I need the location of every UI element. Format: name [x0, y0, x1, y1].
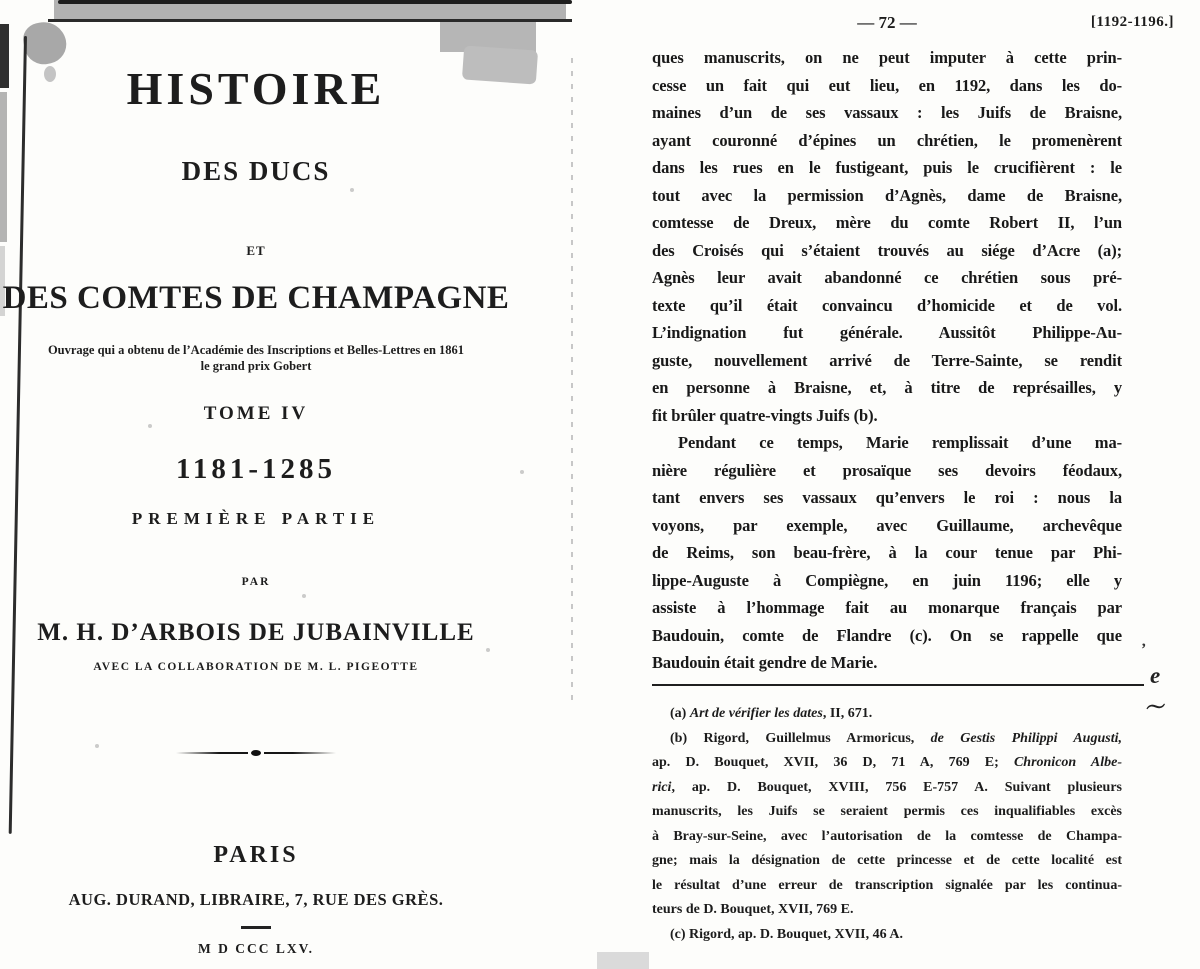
footnote-c: (c) Rigord, ap. D. Bouquet, XVII, 46 A.	[670, 926, 903, 942]
footnote-separator-rule	[652, 684, 1144, 686]
award-note	[0, 342, 512, 374]
footnotes	[652, 702, 1122, 947]
award-note-line2: le grand prix Gobert	[200, 359, 312, 373]
body-text-line: Baudouin était gendre de Marie.	[652, 653, 878, 672]
body-text-line: guste, nouvellement arrivé de Terre-Sainte, se rendit	[652, 350, 1122, 370]
author-name: M. H. D’ARBOIS DE JUBAINVILLE	[37, 619, 475, 646]
margin-artifact-swash: 〜	[1144, 695, 1168, 721]
award-note-line1: Ouvrage qui a obtenu de l’Académie des Inscriptions et Belles-Lettres en 1861	[47, 343, 465, 357]
imprint-publisher: AUG. DURAND, LIBRAIRE, 7, RUE DES GRÈS.	[68, 890, 444, 909]
ornament-line-left	[176, 752, 248, 754]
book-title-sub2: DES COMTES DE CHAMPAGNE	[2, 280, 510, 316]
footnote-b-line: ap. D. Bouquet, XVII, 36 D, 71 A, 769 E; Chronicon Albe-	[652, 755, 1122, 770]
body-text-line: tout avec la permission d’Agnès, dame de Braisne,	[652, 185, 1122, 205]
book-title-sub1: DES DUCS	[181, 156, 331, 186]
body-text-line: ques manuscrits, on ne peut imputer à cette prin-	[652, 48, 1122, 67]
footnote-b-line: à Bray-sur-Seine, avec l’autorisation de la comtesse de Champa-	[652, 828, 1122, 844]
body-text-line: voyons, par exemple, avec Guillaume, archevêque	[652, 515, 1122, 535]
body-text-line: Pendant ce temps, Marie remplissait d’une ma-	[678, 433, 1122, 452]
body-text-line: L’indignation fut générale. Aussitôt Philippe-Au-	[652, 323, 1122, 342]
footnote-b-line: rici, ap. D. Bouquet, XVIII, 756 E-757 A. Suivant plusieurs	[652, 779, 1122, 795]
footnote-b-line: teurs de D. Bouquet, XVII, 769 E.	[652, 902, 854, 917]
margin-artifact-e: e	[1150, 663, 1161, 688]
title-page	[0, 0, 512, 969]
body-text-line: Agnès leur avait abandonné ce chrétien sous pré-	[652, 268, 1122, 287]
ornament-line-right	[264, 752, 336, 754]
par-label: PAR	[241, 576, 271, 588]
date-range: 1181-1285	[175, 453, 337, 485]
body-text-line: assiste à l’hommage fait au monarque français par	[652, 598, 1122, 617]
imprint-rule	[241, 926, 271, 929]
body-text-line: nière régulière et prosaïque ses devoirs féodaux,	[652, 460, 1122, 480]
body-text-line: Baudouin, comte de Flandre (c). On se rappelle que	[652, 625, 1122, 645]
imprint-city: PARIS	[213, 842, 299, 868]
body-text-line: dans les rues en le fustigeant, puis le crucifièrent : le	[652, 158, 1122, 177]
body-text-line: lippe-Auguste à Compiègne, en juin 1196; elle y	[652, 570, 1122, 590]
body-text-line: ayant couronné d’épines un chrétien, le promenèrent	[652, 130, 1122, 150]
body-text	[652, 44, 1122, 677]
ornament-divider	[0, 750, 512, 756]
footnote-b-line: le résultat d’une erreur de transcription signalée par les continua-	[652, 877, 1122, 893]
book-title-main: HISTOIRE	[126, 63, 386, 114]
body-text-line: en personne à Braisne, et, à titre de représailles, y	[652, 378, 1122, 397]
body-text-line: de Reims, son beau-frère, à la cour tenue par Phi-	[652, 543, 1122, 562]
running-date-header: [1192-1196.]	[1090, 14, 1174, 30]
body-text-line: maines d’un de ses vassaux : les Juifs de Braisne,	[652, 103, 1122, 122]
page-number: — 72 —	[857, 13, 917, 32]
body-text-line: fit brûler quatre-vingts Juifs (b).	[652, 405, 878, 425]
footnote-b-line: gne; mais la désignation de cette princesse et de cette localité est	[652, 853, 1122, 868]
imprint-year: M D CCC LXV.	[197, 941, 314, 956]
tome-label: TOME IV	[203, 403, 309, 424]
scan-artifact-bottom-smudge	[597, 952, 649, 969]
margin-artifact-tick: ’	[1141, 641, 1147, 658]
scan-artifact-page-edge-dots	[571, 58, 573, 703]
footnote-b-line: manuscrits, les Juifs se seraient permis ces inqualifiables excès	[652, 804, 1122, 819]
book-title-et: ET	[246, 243, 266, 258]
body-text-line: des Croisés qui s’étaient trouvés au siége d’Acre (a);	[652, 240, 1122, 260]
scan-speckle	[520, 470, 524, 474]
edition-part: PREMIÈRE PARTIE	[131, 509, 381, 528]
body-text-line: cesse un fait qui eut lieu, en 1192, dans les do-	[652, 75, 1122, 95]
diamond-ornament-icon	[251, 750, 261, 756]
footnote-b-line: (b) Rigord, Guillelmus Armoricus, de Gestis Philippi Augusti,	[670, 730, 1122, 746]
footnote-a: (a) Art de vérifier les dates, II, 671.	[670, 706, 873, 721]
body-text-line: comtesse de Dreux, mère du comte Robert II, l’un	[652, 213, 1122, 232]
collaboration-note: AVEC LA COLLABORATION DE M. L. PIGEOTTE	[93, 661, 419, 673]
body-text-line: texte qu’il était convaincu d’homicide et de vol.	[652, 295, 1122, 315]
body-text-line: tant envers ses vassaux qu’envers le roi : nous la	[652, 488, 1122, 507]
